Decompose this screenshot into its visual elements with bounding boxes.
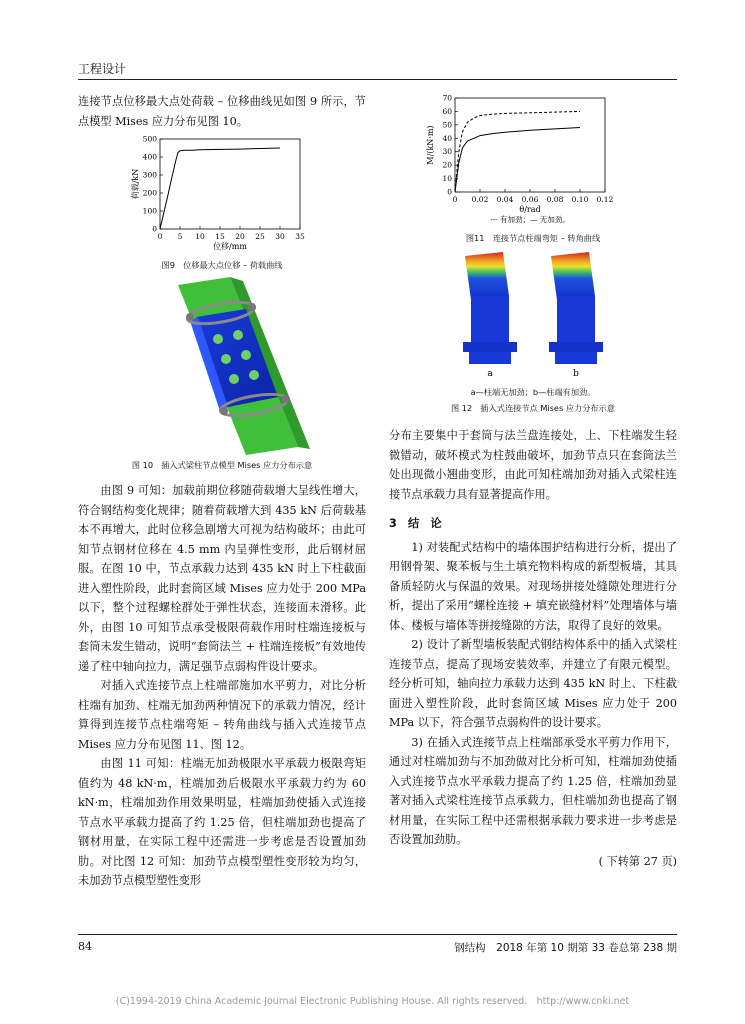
x-tick-label: 0.02	[471, 195, 489, 204]
fe-model-image	[78, 277, 366, 455]
x-tick-label: 15	[215, 232, 225, 241]
plot-frame	[160, 139, 300, 229]
continued-note: ( 下转第 27 页)	[598, 854, 677, 868]
figure-11-chart	[389, 92, 677, 228]
fe-stress-contours	[389, 252, 677, 380]
x-tick-label: 0.06	[521, 195, 539, 204]
x-axis-label: 位移/mm	[213, 242, 247, 251]
x-tick-label: 5	[177, 232, 183, 241]
section-title-conclusion: 3 结 论	[389, 517, 442, 530]
y-tick-label: 500	[142, 135, 157, 144]
plot-frame	[455, 98, 605, 192]
model-a	[465, 252, 509, 300]
y-tick-label: 400	[142, 152, 157, 162]
chart-legend: --- 有加劲；— 无加劲。	[490, 215, 570, 224]
figure-9	[78, 135, 366, 257]
x-tick-label: 0.12	[596, 195, 614, 204]
x-tick-label: 0	[157, 232, 163, 241]
figure-9-caption: 图9 位移最大点位移 – 荷载曲线	[161, 260, 283, 270]
series-line-无加劲	[455, 128, 580, 193]
conclusion-2: 2) 设计了新型墙板装配式钢结构体系中的插入式梁柱连接节点，提高了现场安装效率，并建立了有限元模型。经分析可知，轴向拉力承载力达到 435 kN 时上、下柱截面进入塑性阶段，此时套筒区域 Mises 应力处于 200 MPa 以下，符合强节点弱构件的设计要求。	[389, 638, 677, 729]
figure-10	[78, 277, 366, 455]
y-tick-label: 50	[442, 120, 452, 130]
sub-label-b: b	[573, 369, 579, 379]
y-tick-label: 70	[442, 93, 452, 103]
y-tick-label: 20	[442, 160, 452, 170]
figure-12-legend: a—柱端无加劲；b—柱端有加劲。	[470, 387, 596, 397]
sub-label-a: a	[487, 369, 493, 379]
x-tick-label: 0.10	[571, 195, 589, 204]
footer-rule	[78, 934, 677, 935]
intro-paragraph: 连接节点位移最大点处荷载 – 位移曲线见如图 9 所示，节点模型 Mises 应力分布见图 10。	[78, 95, 366, 128]
journal-info: 钢结构 2018 年第 10 期第 33 卷总第 238 期	[454, 942, 677, 954]
figure-11-caption: 图11 连接节点柱端弯矩 – 转角曲线	[465, 233, 601, 243]
model-b	[551, 252, 595, 300]
x-tick-label: 35	[295, 232, 305, 241]
y-tick-label: 10	[442, 174, 452, 184]
y-axis-label: 荷载/kN	[131, 168, 140, 200]
y-tick-label: 300	[142, 170, 157, 180]
x-tick-label: 25	[255, 232, 265, 241]
right-column	[389, 92, 677, 871]
y-tick-label: 0	[152, 224, 157, 234]
y-tick-label: 200	[142, 188, 157, 198]
paragraph-fig11-analysis: 由图 11 可知：柱端无加劲极限水平承载力极限弯矩值约为 48 kN·m，柱端加劲后极限水平承载力约为 60 kN·m，柱端加劲作用效果明显，柱端加劲使插入式连接节点水平承载力提高了约 1.25 倍，但柱端加劲也提高了钢材用量，在实际工程中还需进一步考虑是否设置加劲肋。对比图 12 可知：加劲节点模型塑性变形较为均匀，未加劲节点模型塑性变形	[78, 757, 366, 887]
conclusion-3: 3) 在插入式连接节点上柱端部承受水平剪力作用下，通过对柱端加劲与不加劲做对比分析可知，柱端加劲使插入式连接节点水平承载力提高了约 1.25 倍，柱端加劲显著对插入式梁柱连接节点承载力，但柱端加劲也提高了钢材用量，在实际工程中还需根据承载力要求进一步考虑是否设置加劲肋。	[389, 735, 677, 846]
series-line-有加劲	[455, 111, 580, 192]
x-axis-label: θ/rad	[519, 205, 541, 214]
left-column	[78, 92, 366, 891]
x-tick-label: 0	[452, 195, 458, 204]
paragraph-fig9-analysis: 由图 9 可知：加载前期位移随荷载增大呈线性增大，符合钢结构变化规律；随着荷载增大到 435 kN 后荷载基本不再增大，此时位移急剧增大可视为结构破坏；由此可知节点钢材位移在 4.5 mm 内呈弹性变形，此后钢材屈服。在图 10 中，节点承载力达到 435 kN 时上下柱截面进入塑性阶段，此时套筒区域 Mises 应力处于 200 MPa 以下，整个过程螺栓群处于弹性状态，连接面未滑移。此外，由图 10 可知节点承受极限荷载作用时柱端连接板与套筒未发生错动，说明“套筒法兰 + 柱端连接板”有效地传递了柱中轴向拉力，满足强节点弱构件设计要求。	[78, 484, 366, 673]
x-tick-label: 10	[195, 232, 205, 241]
y-tick-label: 40	[442, 133, 452, 143]
figure-10-caption: 图 10 插入式梁柱节点模型 Mises 应力分布示意	[131, 460, 313, 470]
y-tick-label: 60	[442, 106, 452, 116]
paragraph-shear-setup: 对插入式连接节点上柱端部施加水平剪力，对比分析柱端有加劲、柱端无加劲两种情况下的承载力情况，经计算得到连接节点柱端弯矩 – 转角曲线与插入式连接节点 Mises 应力分布见图 11、图 12。	[78, 679, 366, 751]
x-tick-label: 30	[275, 232, 285, 241]
y-tick-label: 100	[142, 206, 157, 216]
y-tick-label: 0	[447, 187, 452, 197]
header-rule	[78, 79, 677, 80]
page-number: 84	[78, 940, 92, 953]
paragraph-continued: 分布主要集中于套筒与法兰盘连接处，上、下柱端发生轻微错动，破坏模式为柱鼓曲破坏，加劲节点只在套筒法兰处出现微小翘曲变形，由此可知柱端加劲对插入式梁柱连接节点承载力具有显著提高作用。	[389, 429, 677, 501]
x-tick-label: 0.04	[496, 195, 514, 204]
x-tick-label: 0.08	[546, 195, 564, 204]
figure-12	[389, 252, 677, 380]
x-tick-label: 20	[235, 232, 245, 241]
y-axis-label: M/(kN·m)	[426, 125, 435, 165]
figure-9-chart	[78, 135, 366, 257]
conclusion-1: 1) 对装配式结构中的墙体围护结构进行分析，提出了用钢骨架、聚苯板与生土填充物料构成的新型板墙，其具备质轻防火与保温的效果。对现场拼接处缝隙处理进行分析，提出了采用“螺栓连接 + 填充嵌缝材料”处理墙体与墙体、楼板与墙体等拼接缝隙的方法，取得了良好的效果。	[389, 540, 677, 632]
figure-11	[389, 92, 677, 228]
series-line-荷载-位移	[160, 148, 280, 229]
y-tick-label: 30	[442, 147, 452, 157]
copyright-notice: (C)1994-2019 China Academic Journal Electronic Publishing House. All rights reserved. http://www.cnki.net	[115, 996, 630, 1007]
figure-12-caption: 图 12 插入式连接节点 Mises 应力分布示意	[451, 403, 615, 413]
running-header: 工程设计	[78, 62, 127, 76]
